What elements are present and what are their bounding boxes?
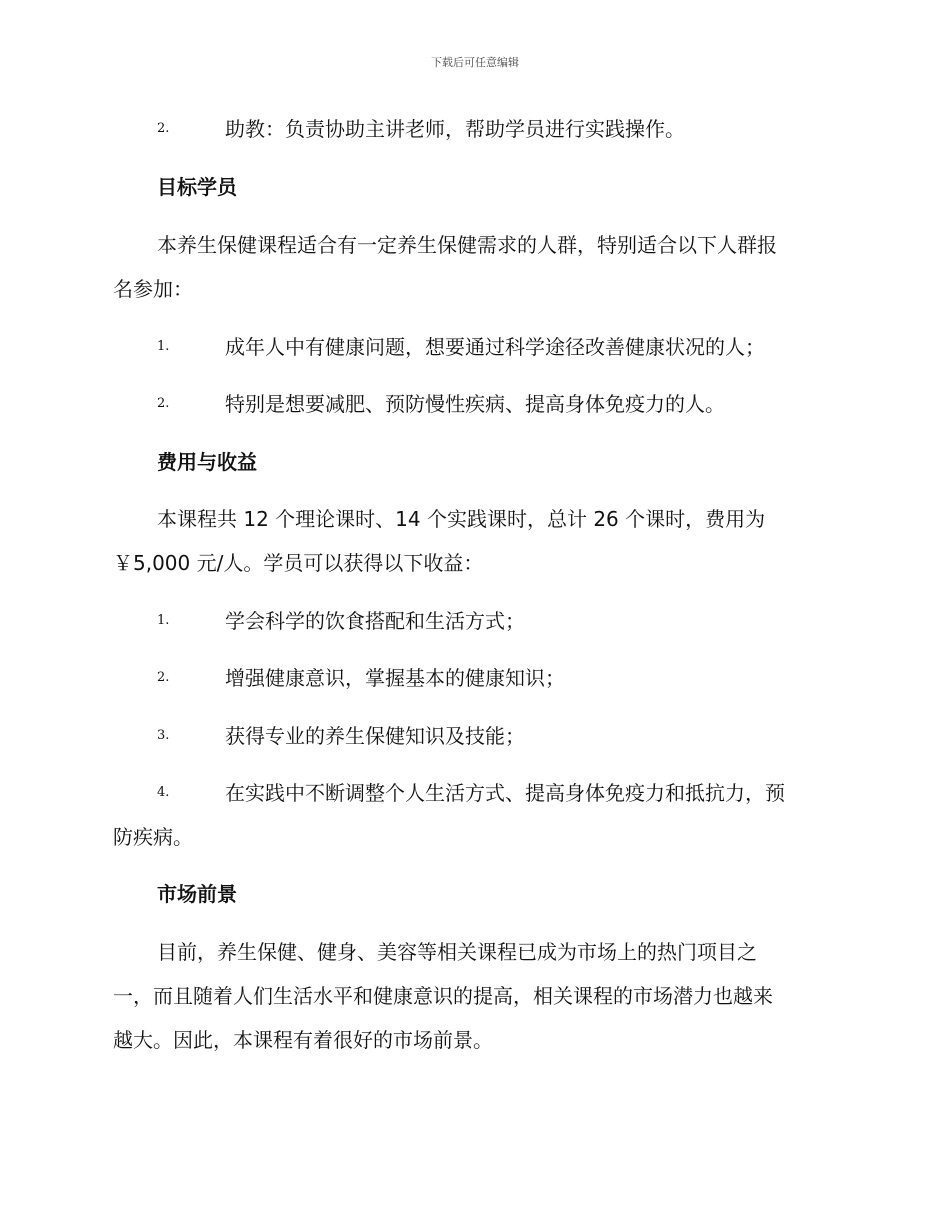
list-item-number: 3. <box>157 728 170 743</box>
paragraph-line: 越大。因此，本课程有着很好的市场前景。 <box>113 1028 493 1052</box>
list-item-text: 获得专业的养生保健知识及技能； <box>225 724 525 748</box>
list-item-number: 2. <box>157 396 170 411</box>
list-item-number: 2. <box>157 670 170 685</box>
list-item-text: 在实践中不断调整个人生活方式、提高身体免疫力和抵抗力，预 <box>225 781 785 805</box>
list-item-text-continued: 防疾病。 <box>113 825 193 849</box>
list-item-number: 1. <box>157 339 170 354</box>
list-item-text: 学会科学的饮食搭配和生活方式； <box>225 609 525 633</box>
paragraph-line: 本课程共 12 个理论课时、14 个实践课时，总计 26 个课时，费用为 <box>157 507 766 531</box>
paragraph-line: 目前，养生保健、健身、美容等相关课程已成为市场上的热门项目之 <box>157 940 757 964</box>
list-item-text: 增强健康意识，掌握基本的健康知识； <box>225 666 565 690</box>
section-heading-target: 目标学员 <box>157 175 237 199</box>
list-item-number: 1. <box>157 613 170 628</box>
list-item-number: 2. <box>157 121 170 136</box>
section-heading-fee: 费用与收益 <box>157 450 257 474</box>
list-item-text: 助教：负责协助主讲老师，帮助学员进行实践操作。 <box>225 117 685 141</box>
paragraph-line: ￥5,000 元/人。学员可以获得以下收益： <box>113 551 484 575</box>
paragraph-line: 名参加： <box>113 277 193 301</box>
list-item-number: 4. <box>157 785 170 800</box>
paragraph-line: 本养生保健课程适合有一定养生保健需求的人群，特别适合以下人群报 <box>157 233 777 257</box>
list-item-text: 成年人中有健康问题，想要通过科学途径改善健康状况的人； <box>225 335 765 359</box>
header-note: 下载后可任意编辑 <box>431 56 519 69</box>
section-heading-market: 市场前景 <box>157 882 237 906</box>
paragraph-line: 一，而且随着人们生活水平和健康意识的提高，相关课程的市场潜力也越来 <box>113 984 773 1008</box>
list-item-text: 特别是想要减肥、预防慢性疾病、提高身体免疫力的人。 <box>225 392 725 416</box>
